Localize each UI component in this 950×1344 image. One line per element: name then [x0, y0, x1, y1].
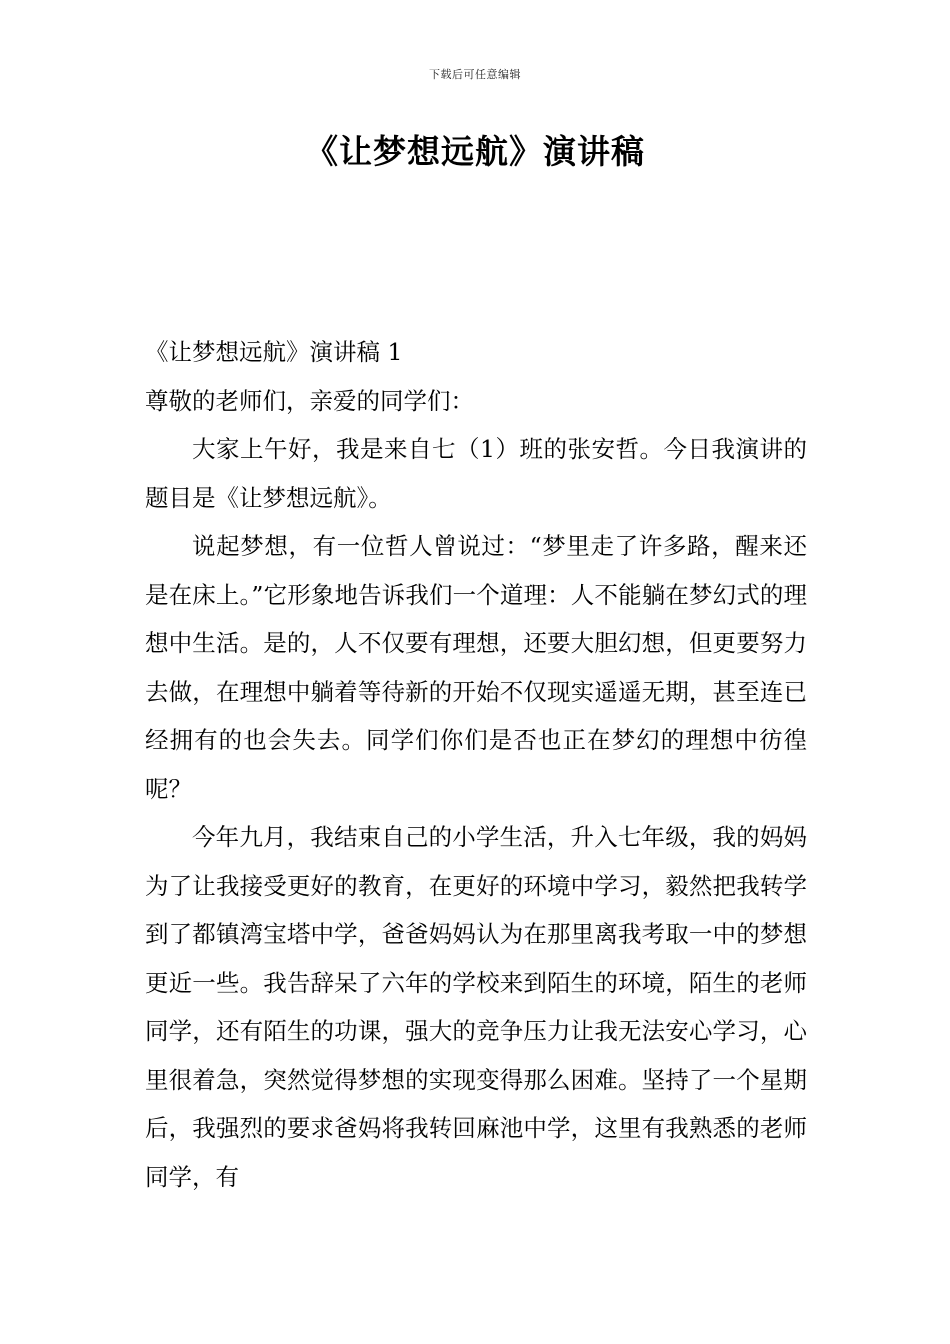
header-note: 下载后可任意编辑: [429, 68, 521, 81]
document-body: [145, 328, 807, 1201]
section-heading: 《让梦想远航》演讲稿 1: [145, 338, 403, 366]
document-title: 《让梦想远航》演讲稿: [305, 132, 645, 171]
paragraph-school-transfer: 今年九月，我结束自己的小学生活，升入七年级，我的妈妈为了让我接受更好的教育，在更好的环境中学习，毅然把我转学到了都镇湾宝塔中学，爸爸妈妈认为在那里离我考取一中的梦想更近一些。我告辞呆了六年的学校来到陌生的环境，陌生的老师同学，还有陌生的功课，强大的竞争压力让我无法安心学习，心里很着急，突然觉得梦想的实现变得那么困难。坚持了一个星期后，我强烈的要求爸妈将我转回麻池中学，这里有我熟悉的老师同学，有: [145, 823, 807, 1191]
paragraph-intro: 大家上午好，我是来自七（1）班的张安哲。今日我演讲的题目是《让梦想远航》。: [145, 435, 807, 512]
paragraph-dream-quote: 说起梦想，有一位哲人曾说过：“梦里走了许多路，醒来还是在床上。”它形象地告诉我们一个道理：人不能躺在梦幻式的理想中生活。是的，人不仅要有理想，还要大胆幻想，但更要努力去做，在理想中躺着等待新的开始不仅现实遥遥无期，甚至连已经拥有的也会失去。同学们你们是否也正在梦幻的理想中彷徨呢？: [145, 532, 807, 803]
salutation: 尊敬的老师们，亲爱的同学们：: [145, 386, 474, 415]
